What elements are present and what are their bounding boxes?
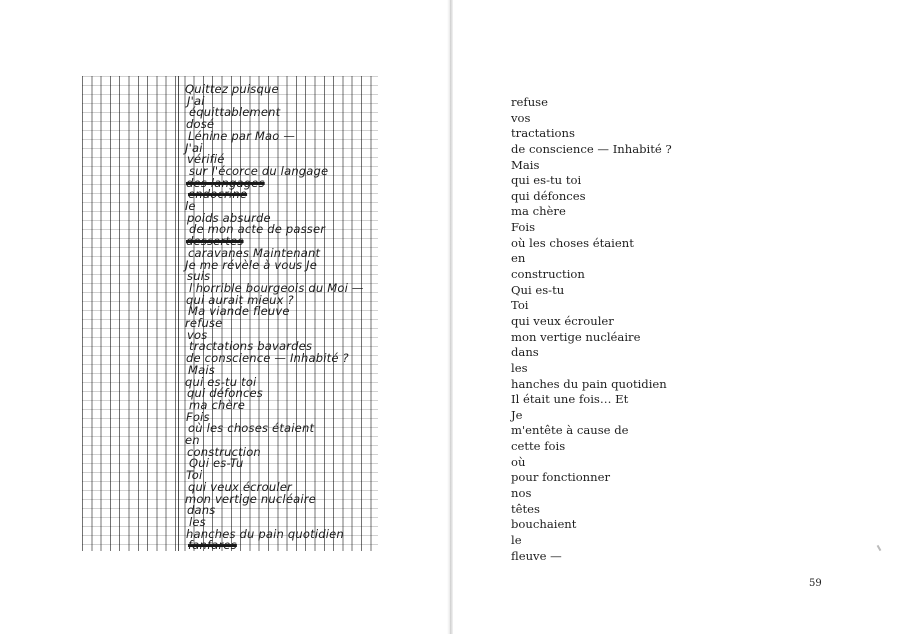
manuscript-line: vos — [187, 327, 208, 342]
poem-line: bouchaient — [511, 517, 577, 532]
manuscript-line: qui aurait mieux ? — [186, 292, 294, 307]
poem-line: qui défonces — [511, 188, 586, 203]
poem-line: dans — [511, 345, 539, 360]
left-page — [0, 0, 447, 634]
manuscript-line: construction — [187, 444, 261, 459]
poem-line: où les choses étaient — [511, 235, 634, 250]
manuscript-line: qui es-tu toi — [185, 374, 257, 389]
manuscript-line: dans — [187, 503, 216, 518]
paper-speck — [877, 545, 882, 551]
poem-line: pour fonctionner — [511, 470, 611, 485]
manuscript-line: suis — [187, 269, 211, 284]
poem-line: ma chère — [511, 204, 566, 219]
poem-line: refuse — [511, 95, 548, 109]
poem-line: qui es-tu toi — [511, 173, 582, 188]
manuscript-line: J'ai — [185, 140, 203, 155]
poem-line: Fois — [511, 220, 536, 235]
manuscript-line: Toi — [186, 468, 203, 483]
manuscript-line: l'horrible bourgeois du Moi — — [189, 280, 364, 295]
manuscript-line: Qui es-Tu — [189, 456, 244, 471]
poem-line: fleuve — — [511, 548, 562, 563]
manuscript-line: poids absurde — [187, 210, 271, 225]
poem-line: hanches du pain quotidien — [511, 376, 667, 391]
manuscript-line: Ma viande fleuve — [188, 304, 290, 319]
manuscript-line: dessertes — [186, 234, 244, 249]
manuscript-line: refuse — [185, 316, 223, 330]
poem-line: mon vertige nucléaire — [511, 329, 641, 344]
manuscript-line: qui défonces — [187, 386, 263, 401]
poem-line: construction — [511, 267, 585, 282]
poem-line: les — [511, 360, 528, 375]
poem-line: nos — [511, 486, 532, 501]
poem-line: Je — [511, 407, 523, 422]
manuscript-line: sur l'écorce du langage — [189, 163, 329, 178]
manuscript-line: Lénine par Mao — — [188, 128, 296, 143]
manuscript-line: de mon acte de passer — [189, 222, 326, 237]
manuscript-handwriting — [185, 82, 375, 553]
manuscript-line: qui veux écrouler — [188, 479, 292, 494]
manuscript-line: les — [189, 514, 206, 529]
poem-line: Il était une fois… Et — [511, 392, 629, 407]
poem-text — [511, 95, 851, 564]
manuscript-margin-line — [178, 76, 179, 551]
poem-line: têtes — [511, 501, 540, 516]
manuscript-line: où les choses étaient — [188, 421, 315, 436]
manuscript-line: tractations bavardes — [189, 339, 313, 354]
manuscript-line: vérifié — [187, 152, 225, 167]
poem-line: où — [511, 454, 526, 469]
manuscript-line: Fois — [186, 409, 210, 424]
poem-line: en — [511, 251, 526, 266]
manuscript-line: ma chère — [189, 397, 245, 412]
page-number: 59 — [809, 578, 822, 589]
poem-line: m'entête à cause de — [511, 423, 629, 438]
manuscript-line: en — [185, 433, 200, 447]
right-page — [453, 0, 900, 634]
manuscript-line: Je me révèle à vous Je — [185, 257, 318, 272]
manuscript-line: caravanes Maintenant — [188, 245, 321, 260]
manuscript-line: dosé — [186, 117, 215, 132]
manuscript-line: équittablement — [189, 105, 281, 120]
poem-line: Toi — [511, 298, 529, 313]
poem-line: Mais — [511, 157, 540, 172]
poem-line: de conscience — Inhabité ? — [511, 141, 672, 156]
poem-line: qui veux écrouler — [511, 313, 614, 328]
poem-line: cette fois — [511, 439, 566, 454]
manuscript-line: Quittez puisque — [185, 82, 279, 96]
manuscript-line: de conscience — Inhabité ? — [186, 351, 349, 366]
manuscript-line: des langages — [186, 175, 265, 190]
poem-line: tractations — [511, 126, 575, 141]
manuscript-line: hanches du pain quotidien — [186, 526, 344, 541]
manuscript-line: mon vertige nucléaire — [185, 491, 316, 506]
manuscript-line: fanfares — [188, 538, 237, 553]
manuscript-line: J'ai — [187, 93, 205, 108]
handwritten-manuscript-scan — [82, 76, 378, 551]
poem-line: vos — [511, 110, 531, 125]
manuscript-line: le — [185, 199, 196, 213]
poem-line: le — [511, 532, 522, 547]
manuscript-line: endocrine — [188, 187, 248, 202]
manuscript-line: Mais — [188, 362, 215, 377]
poem-line: Qui es-tu — [511, 282, 565, 297]
